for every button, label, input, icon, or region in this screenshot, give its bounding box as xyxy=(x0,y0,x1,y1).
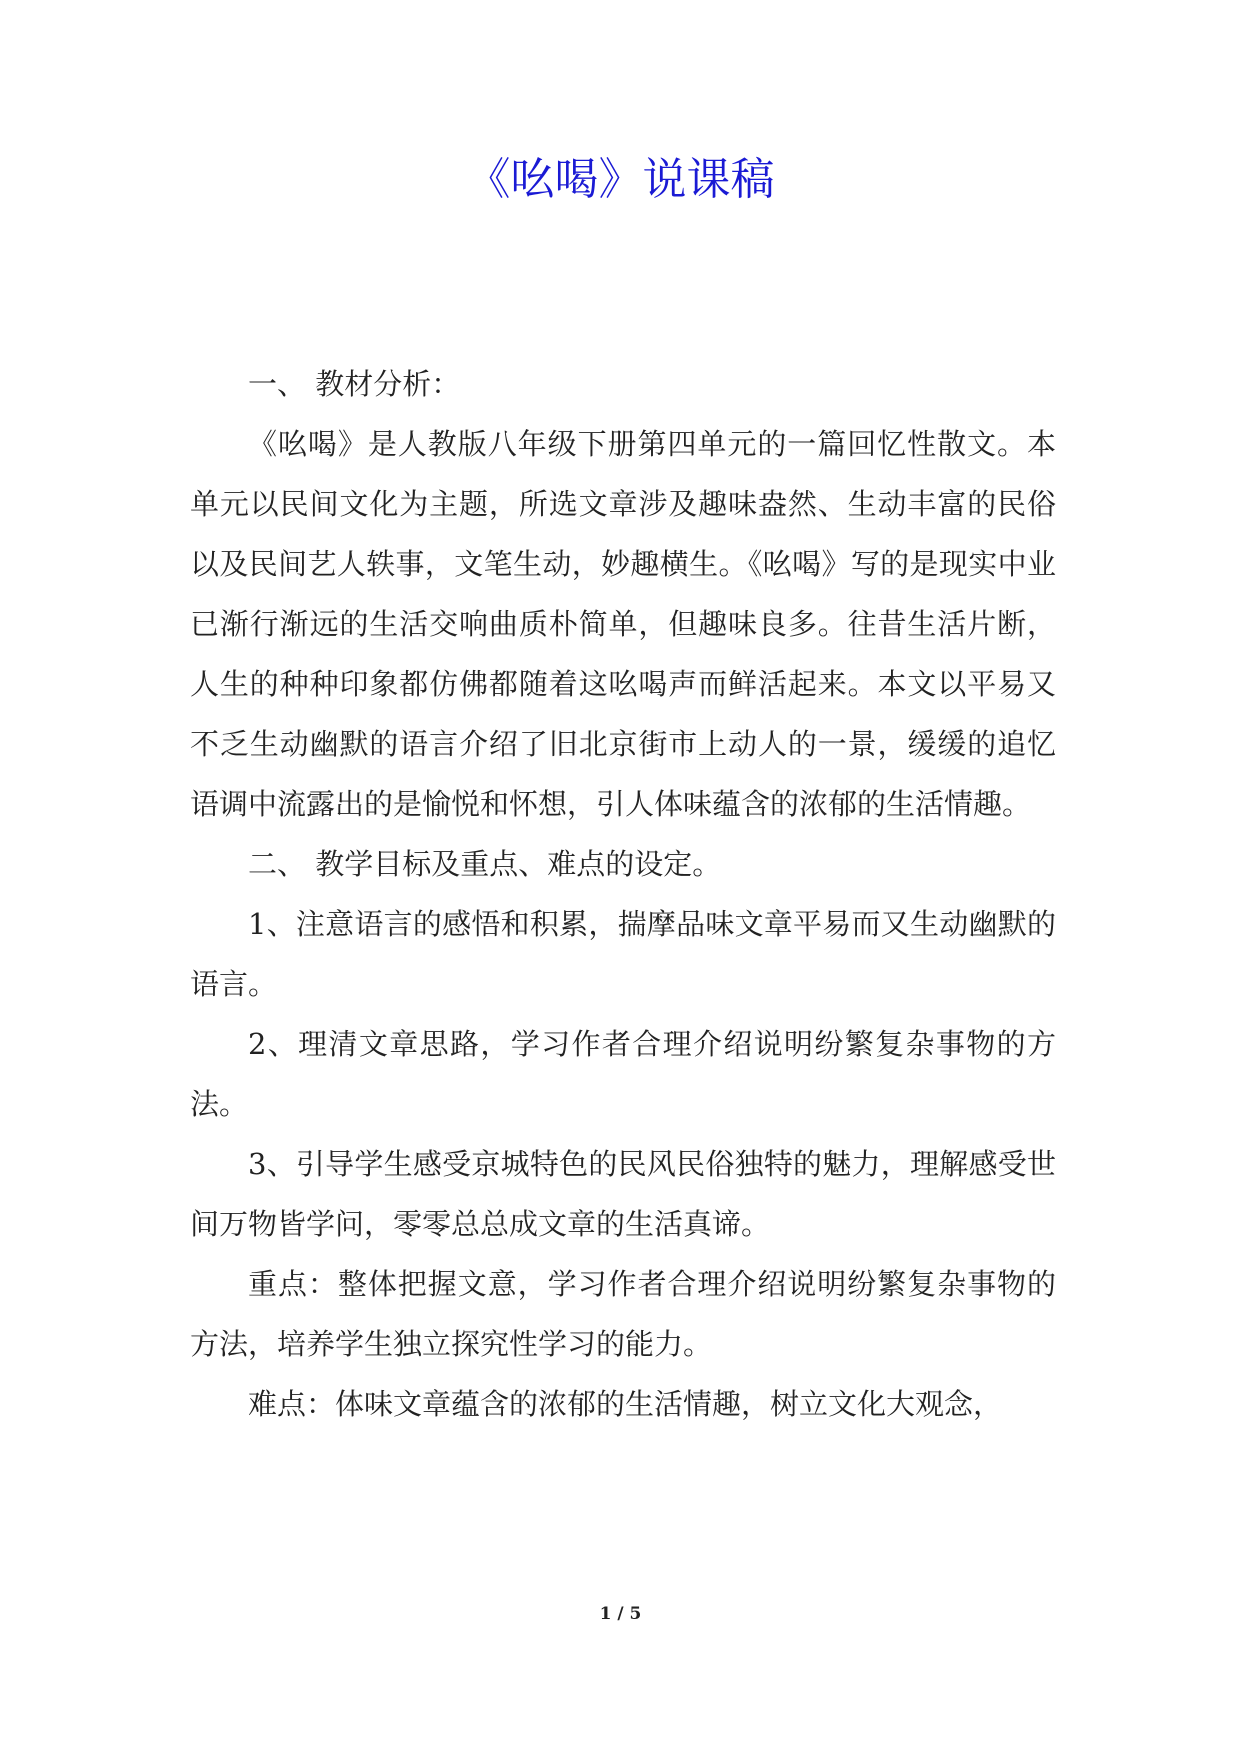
section-heading-textbook-analysis: 一、 教材分析： xyxy=(248,367,461,401)
difficult-point: 难点：体味文章蕴含的浓郁的生活情趣，树立文化大观念， xyxy=(248,1387,1003,1421)
section-heading-teaching-goals: 二、 教学目标及重点、难点的设定。 xyxy=(248,847,722,881)
goal-item-1: 1、注意语言的感悟和积累，揣摩品味文章平易而又生动幽默的语言。 xyxy=(190,907,1056,1001)
paragraph-textbook-analysis: 《吆喝》是人教版八年级下册第四单元的一篇回忆性散文。本单元以民间文化为主题，所选文章涉及趣味盎然、生动丰富的民俗以及民间艺人轶事，文笔生动，妙趣横生。《吆喝》写的是现实中业已渐行渐远的生活交响曲质朴简单，但趣味良多。往昔生活片断，人生的种种印象都仿佛都随着这吆喝声而鲜活起来。本文以平易又不乏生动幽默的语言介绍了旧北京街市上动人的一景，缓缓的追忆语调中流露出的是愉悦和怀想，引人体味蕴含的浓郁的生活情趣。 xyxy=(190,427,1056,821)
document-body xyxy=(190,354,1056,1434)
page-number: 1 / 5 xyxy=(599,1604,642,1624)
document-title: 《吆喝》说课稿 xyxy=(466,154,775,205)
goal-item-2: 2、理清文章思路，学习作者合理介绍说明纷繁复杂事物的方法。 xyxy=(190,1027,1056,1121)
goal-item-3: 3、引导学生感受京城特色的民风民俗独特的魅力，理解感受世间万物皆学问，零零总总成文章的生活真谛。 xyxy=(190,1147,1056,1241)
key-point: 重点：整体把握文意，学习作者合理介绍说明纷繁复杂事物的方法，培养学生独立探究性学习的能力。 xyxy=(190,1267,1056,1361)
